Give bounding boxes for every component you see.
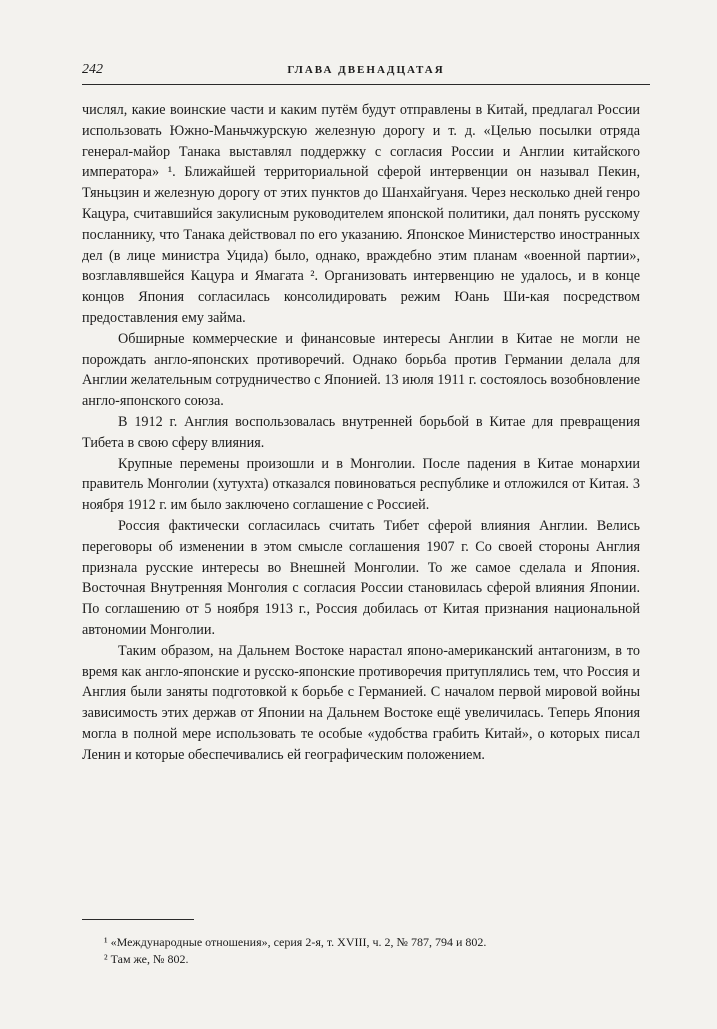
footnote: ¹ «Международные отношения», серия 2-я, т. XVIII, ч. 2, № 787, 794 и 802. xyxy=(104,935,487,949)
paragraph: Россия фактически согласилась считать Тибет сферой влияния Англии. Велись переговоры об изменении в этом смысле соглашения 1907 г. Со своей стороны Англия признала русские интересы во Внешней Монголии. То же самое сделала и Япония. Восточная Внутренняя Монголия с согласия России становилась сферой влияния Японии. По соглашению от 5 ноября 1913 г., Россия добилась от Китая признания национальной автономии Монголии. xyxy=(82,517,640,638)
footnotes xyxy=(82,934,640,968)
footnote: ² Там же, № 802. xyxy=(104,952,189,966)
body-text xyxy=(82,100,640,766)
running-title: ГЛАВА ДВЕНАДЦАТАЯ xyxy=(287,64,445,76)
paragraph: Обширные коммерческие и финансовые интересы Англии в Китае не могли не порождать англо-японских противоречий. Однако борьба против Германии делала для Англии желательным сотрудничество с Японией. 13 июля 1911 г. состоялось возобновление англо-японского союза. xyxy=(82,330,640,410)
page-number: 242 xyxy=(82,62,103,77)
page-header xyxy=(82,62,650,85)
footnote-divider xyxy=(82,919,194,920)
paragraph: В 1912 г. Англия воспользовалась внутренней борьбой в Китае для превращения Тибета в свою сферу влияния. xyxy=(82,413,640,451)
paragraph: Таким образом, на Дальнем Востоке нарастал японо-американский антагонизм, в то время как англо-японские и русско-японские противоречия притуплялись тем, что Россия и Англия были заняты подготовкой к борьбе с Германией. С началом первой мировой войны зависимость этих держав от Японии на Дальнем Востоке ещё увеличилась. Теперь Япония могла в полной мере использовать те особые «удобства грабить Китай», о которых писал Ленин и которые обеспечивались ей географическим положением. xyxy=(82,642,640,763)
paragraph: числял, какие воинские части и каким путём будут отправлены в Китай, предлагал России использовать Южно-Маньчжурскую железную дорогу и т. д. «Целью посылки отряда генерал-майор Танака выставлял поддержку с согласия России и Англии китайского императора» ¹. Ближайшей территориальной сферой интервенции он называл Пекин, Тяньцзин и железную дорогу от этих пунктов до Шанхайгуаня. Через несколько дней генро Кацура, считавшийся закулисным руководителем японской политики, дал понять русскому посланнику, что Танака действовал по его указанию. Японское Министерство иностранных дел (в лице министра Уцида) было, однако, враждебно этим планам «военной партии», возглавлявшейся Кацура и Ямагата ². Организовать интервенцию не удалось, и в конце концов Япония согласилась консолидировать режим Юань Ши-кая посредством предоставления ему займа. xyxy=(82,102,640,326)
paragraph: Крупные перемены произошли и в Монголии. После падения в Китае монархии правитель Монголии (хутухта) отказался повиноваться республике и отложился от Китая. 3 ноября 1912 г. им было заключено соглашение с Россией. xyxy=(82,455,640,514)
